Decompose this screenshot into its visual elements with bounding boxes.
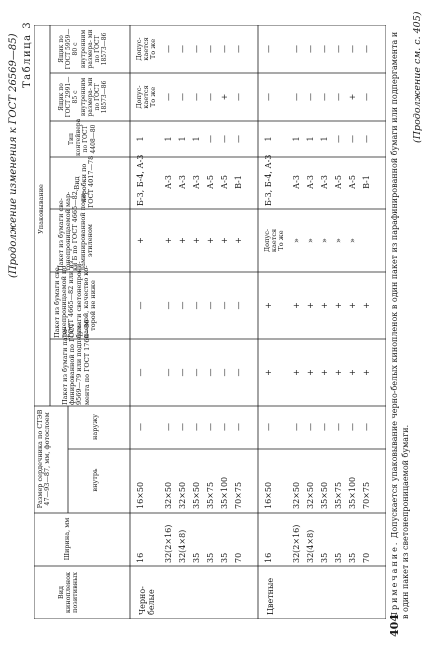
cell-pack-b: — xyxy=(206,301,215,310)
cell-pack-a: + xyxy=(292,369,301,376)
cell-widths: 35 xyxy=(334,552,343,563)
cell-pack-a: + xyxy=(362,369,371,376)
header-box: Вид коробки по ГОСТ 4017—78 xyxy=(73,155,96,208)
cell-inside: 70×75 xyxy=(234,481,243,509)
header-core-size: Размер сердечника по СТЭВ 47—93—87, мм, фотослоем xyxy=(36,409,52,509)
cell-widths: 35 xyxy=(348,552,357,563)
cell-inside: 32×50 xyxy=(306,481,315,509)
cell-outside: — xyxy=(334,423,343,431)
cell-pack-a: + xyxy=(320,369,329,376)
cell-crate-a: — xyxy=(320,93,329,101)
header-crate-b: Ящик по ГОСТ 5959—80 с внутренним размера- ми по ГОСТ 18573—86 xyxy=(58,28,109,70)
cell-inside: 16×50 xyxy=(136,481,145,509)
footnote xyxy=(389,29,411,619)
cell-inside: 16×50 xyxy=(264,481,273,509)
group-kind-color: Цветные xyxy=(266,577,275,615)
cell-box: А-5 xyxy=(348,175,357,189)
cell-crate-b: — xyxy=(306,45,315,53)
cell-crate-b: — xyxy=(334,45,343,53)
cell-outside: — xyxy=(192,423,201,431)
cell-crate-a: — xyxy=(178,93,187,101)
cell-box: А-5 xyxy=(334,175,343,189)
cell-crate-b: — xyxy=(264,45,273,53)
cell-container: — xyxy=(362,135,371,143)
cell-widths: 16 xyxy=(136,552,145,563)
cell-pack-b: + xyxy=(362,302,371,309)
cell-inside: 32×50 xyxy=(164,481,173,509)
cell-pack-a: — xyxy=(220,368,229,377)
cell-pack-a: — xyxy=(136,368,145,377)
cell-pack-a: — xyxy=(178,368,187,377)
cell-crate-b: Допус- кается То же xyxy=(135,37,157,61)
header-kind: Вид кинопленок позитивных xyxy=(57,571,80,614)
cell-crate-a: + xyxy=(220,93,229,101)
cell-box: А-5 xyxy=(206,175,215,189)
cell-pack-c: + xyxy=(220,237,229,244)
cell-container: — xyxy=(334,135,343,143)
cell-box: В-1 xyxy=(234,175,243,189)
cell-widths: 70 xyxy=(362,552,371,563)
cell-pack-c: » xyxy=(306,238,315,243)
cell-inside: 35×50 xyxy=(192,481,201,509)
cell-box: А-3 xyxy=(292,175,301,189)
cell-pack-a: + xyxy=(334,369,343,376)
cell-pack-a: + xyxy=(306,369,315,376)
cell-crate-a: — xyxy=(334,93,343,101)
cell-box: Б-3, Б-4, А-3 xyxy=(136,154,145,206)
header-pack-b: Пакет из бумаги све- тонепроницаемой по ГОСТ 4665—82 или из бумаги светонепрони- цаемой, качество ко- торой не ниже xyxy=(53,260,98,338)
header-container: Тип контейнера по ГОСТ 4408—80 xyxy=(68,118,97,156)
cell-inside: 70×75 xyxy=(362,481,371,509)
cell-pack-b: — xyxy=(164,301,173,310)
cell-box: А-5 xyxy=(220,175,229,189)
header-packaging: Упаковывание xyxy=(37,184,45,234)
cell-pack-b: — xyxy=(234,301,243,310)
note-label: Примечание. xyxy=(390,540,399,619)
cell-crate-a: — xyxy=(292,93,301,101)
cell-crate-b: — xyxy=(164,45,173,53)
cell-crate-b: — xyxy=(220,45,229,53)
cell-container: 1 xyxy=(264,136,273,142)
cell-pack-b: — xyxy=(192,301,201,310)
cell-crate-b: — xyxy=(348,45,357,53)
cell-box: А-3 xyxy=(164,175,173,189)
cell-widths: 32(4×8) xyxy=(306,529,315,563)
cell-outside: — xyxy=(178,423,187,431)
cell-pack-a: — xyxy=(234,368,243,377)
header-inside: внутрь xyxy=(91,468,99,492)
cell-inside: 35×100 xyxy=(348,476,357,509)
cell-crate-a: — xyxy=(234,93,243,101)
cell-box: Б-3, Б-4, А-3 xyxy=(264,154,273,206)
cell-inside: 35×75 xyxy=(334,481,343,509)
header-pack-c: Пакет из бумаги све- тонепроницаемой мар- ки Б по ГОСТ 4665—82, ламинированной поли- этиленом xyxy=(57,188,94,271)
cell-widths: 32(2×16) xyxy=(292,524,301,563)
cell-outside: — xyxy=(306,423,315,431)
cell-pack-b: — xyxy=(178,301,187,310)
cell-crate-a: Допус- кается То же xyxy=(135,85,157,109)
cell-pack-b: + xyxy=(348,302,357,309)
cell-inside: 35×75 xyxy=(206,481,215,509)
cell-inside: 35×50 xyxy=(320,481,329,509)
cell-pack-c: Допус- кается То же xyxy=(263,228,285,253)
cell-outside: — xyxy=(320,423,329,431)
cell-pack-c: + xyxy=(178,237,187,244)
cell-widths: 70 xyxy=(234,552,243,563)
cell-pack-b: + xyxy=(306,302,315,309)
cell-pack-a: + xyxy=(264,369,273,376)
cell-pack-c: + xyxy=(136,237,145,244)
cell-crate-a: — xyxy=(192,93,201,101)
cell-pack-c: » xyxy=(320,238,329,243)
cell-pack-b: + xyxy=(264,302,273,309)
cell-pack-c: + xyxy=(164,237,173,244)
cell-outside: — xyxy=(292,423,301,431)
cell-container: 1 xyxy=(192,136,201,142)
cell-pack-b: — xyxy=(220,301,229,310)
cell-widths: 35 xyxy=(206,552,215,563)
table-label: Таблица 3 xyxy=(22,20,33,88)
cell-outside: — xyxy=(206,423,215,431)
cell-widths: 32(2×16) xyxy=(164,524,173,563)
cell-pack-a: — xyxy=(206,368,215,377)
cell-crate-a: — xyxy=(206,93,215,101)
cell-crate-a: — xyxy=(306,93,315,101)
cell-container: 1 xyxy=(164,136,173,142)
cell-pack-c: + xyxy=(234,237,243,244)
cell-pack-c: » xyxy=(348,238,357,243)
cell-widths: 32(4×8) xyxy=(178,529,187,563)
cell-container: — xyxy=(220,135,229,143)
cell-container: 1 xyxy=(136,136,145,142)
cell-box: А-3 xyxy=(320,175,329,189)
cell-crate-b: — xyxy=(320,45,329,53)
cell-crate-a: — xyxy=(362,93,371,101)
cell-pack-b: — xyxy=(136,301,145,310)
cell-outside: — xyxy=(362,423,371,431)
cell-pack-b: + xyxy=(320,302,329,309)
continuation-footer: (Продолжение см. с. 405) xyxy=(412,11,423,143)
cell-pack-a: — xyxy=(192,368,201,377)
cell-box: А-3 xyxy=(178,175,187,189)
cell-crate-b: — xyxy=(206,45,215,53)
cell-container: — xyxy=(234,135,243,143)
cell-outside: — xyxy=(234,423,243,431)
cell-outside: — xyxy=(348,423,357,431)
continuation-header: (Продолжение изменения к ГОСТ 26569—85) xyxy=(8,33,19,278)
cell-container: — xyxy=(206,135,215,143)
cell-crate-b: — xyxy=(362,45,371,53)
cell-widths: 16 xyxy=(264,552,273,563)
header-width: Ширина, мм xyxy=(63,517,71,561)
cell-outside: — xyxy=(164,423,173,431)
cell-container: 1 xyxy=(292,136,301,142)
cell-crate-b: — xyxy=(178,45,187,53)
cell-pack-b: + xyxy=(334,302,343,309)
cell-container: 1 xyxy=(306,136,315,142)
cell-outside: — xyxy=(264,423,273,431)
header-outside: наружу xyxy=(91,414,99,440)
cell-crate-b: — xyxy=(192,45,201,53)
cell-inside: 32×50 xyxy=(292,481,301,509)
cell-box: А-3 xyxy=(192,175,201,189)
cell-pack-c: » xyxy=(292,238,301,243)
cell-pack-c: + xyxy=(192,237,201,244)
cell-pack-c: + xyxy=(206,237,215,244)
cell-outside: — xyxy=(220,423,229,431)
cell-crate-b: — xyxy=(292,45,301,53)
header-pack-a: Пакет из бумаги пара- финированной по ГОСТ 9569—79 или подперга- мента по ГОСТ 1760—86 xyxy=(61,319,91,405)
cell-crate-a: — xyxy=(264,93,273,101)
cell-crate-b: — xyxy=(234,45,243,53)
cell-container: — xyxy=(348,135,357,143)
cell-box: В-1 xyxy=(362,175,371,189)
cell-widths: 35 xyxy=(320,552,329,563)
cell-pack-b: + xyxy=(292,302,301,309)
cell-pack-a: — xyxy=(164,368,173,377)
group-kind-bw: Черно- белые xyxy=(138,586,156,615)
cell-box: А-3 xyxy=(306,175,315,189)
cell-widths: 35 xyxy=(192,552,201,563)
data-table xyxy=(34,25,386,619)
cell-container: 1 xyxy=(320,136,329,142)
cell-crate-a: + xyxy=(348,93,357,101)
page-number: 404 xyxy=(388,614,401,637)
header-crate-a: Ящик по ГОСТ 2991—85 с внутренним размера- ми по ГОСТ 18573—86 xyxy=(58,76,109,118)
cell-pack-a: + xyxy=(348,369,357,376)
note-body: Допускается упаковывание черно-белых кинопленок в один пакет из парафинированной бумаги или подпергамента и в один пакет из светонепроницаемой бумаги. xyxy=(390,31,410,619)
cell-pack-c: » xyxy=(334,238,343,243)
cell-inside: 32×50 xyxy=(178,481,187,509)
cell-inside: 35×100 xyxy=(220,476,229,509)
cell-widths: 35 xyxy=(220,552,229,563)
cell-outside: — xyxy=(136,423,145,431)
cell-container: 1 xyxy=(178,136,187,142)
cell-crate-a: — xyxy=(164,93,173,101)
